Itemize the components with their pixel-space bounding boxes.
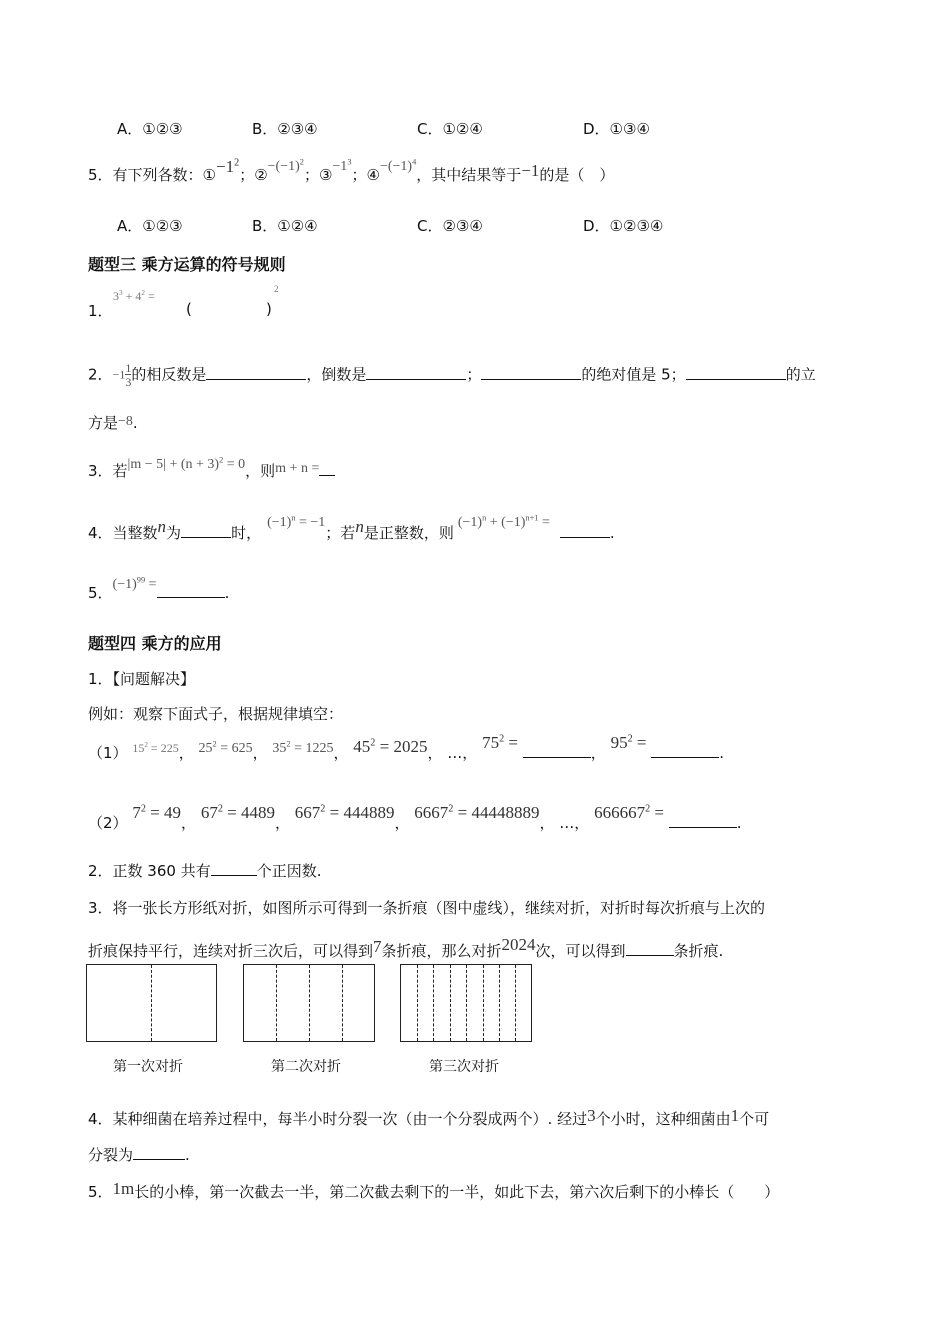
q5-option-c: C．②③④	[417, 217, 483, 235]
crease-line	[499, 965, 500, 1041]
s4-problem-2: 2．正数 360 共有 个正因数.	[88, 862, 322, 880]
crease-line	[417, 965, 418, 1041]
blank-opposite[interactable]	[206, 365, 306, 380]
blank-m-plus-n[interactable]	[319, 461, 335, 476]
s4-problem-3-line2: 折痕保持平行，连续对折三次后，可以得到7条折痕，那么对折2024次，可以得到 条折痕.	[88, 935, 724, 960]
crease-line	[466, 965, 467, 1041]
s3-problem-4: 4．当整数n为 时，$(-1)^n = -1$；若n是正整数，则$(-1)^n + (-1)^{n+1}$ =.	[88, 513, 615, 542]
blank-cube[interactable]	[686, 365, 786, 380]
blank-n-value[interactable]	[181, 523, 231, 538]
q4-option-b: B．②③④	[252, 120, 318, 138]
s4-problem-1: 1．【问题解决】	[88, 670, 196, 688]
blank-bacteria-count[interactable]	[133, 1145, 185, 1160]
s4-problem-4-line2: 分裂为 .	[88, 1146, 190, 1164]
crease-line	[276, 965, 277, 1041]
s4-row1: （1） $^{15^2 = 225}$， $25^2 = 625$， $35^2 = 1225$， $45^2 = 2025$， …， $75^2$ = ， $95^2$ = .	[88, 733, 725, 762]
q5-option-d: D．①②③④	[583, 217, 664, 235]
q5-stem: 5．有下列各数：$①-1^2$；$②-(-1)^2$；$③-1^3$；$④-(-1)^4$，其中结果等于−1的是（ ）	[88, 157, 615, 184]
s4-problem-5: 5．1m长的小棒，第一次截去一半，第二次截去剩下的一半，如此下去，第六次后剩下的小棒长（ ）	[88, 1179, 780, 1201]
q4-option-c: C．①②④	[417, 120, 483, 138]
s4-problem-4-line1: 4．某种细菌在培养过程中，每半小时分裂一次（由一个分裂成两个）. 经过3个小时，这种细菌由1个可	[88, 1106, 770, 1128]
s3-problem-2: 2．−1 $\frac{1}{3}$ 的相反数是 ，倒数是 ； 的绝对值是 5； 的立	[88, 361, 816, 389]
s3-p1-expression: $3^3 + 4^2$ =	[113, 289, 155, 303]
blank-666667-squared[interactable]	[669, 813, 737, 828]
s4-problem-1-intro: 例如：观察下面式子，根据规律填空：	[88, 705, 344, 723]
s3-p1-paren-close: )	[266, 300, 272, 318]
q5-option-b: B．①②④	[252, 217, 318, 235]
crease-line	[515, 965, 516, 1041]
fold-figure-2	[243, 964, 375, 1042]
crease-line	[483, 965, 484, 1041]
s3-problem-5: 5．$(-1)^{99}$ = .	[88, 575, 230, 602]
fold-figure-1	[86, 964, 217, 1042]
s4-row2: （2） $7^2 = 49$， $67^2 = 4489$， $667^2 = 444889$， 6667$^2$ = 44448889， …， 666667$^2$ = .	[88, 803, 742, 832]
q4-option-a: A．①②③	[117, 120, 183, 138]
fold-caption-3: 第三次对折	[429, 1059, 499, 1075]
q4-option-d: D．①③④	[583, 120, 650, 138]
blank-abs-value[interactable]	[481, 365, 581, 380]
blank-factor-count[interactable]	[211, 861, 257, 876]
s3-p1-paren-exp: 2	[274, 284, 279, 294]
section3-title: 题型三 乘方运算的符号规则	[88, 255, 286, 274]
blank-crease-count[interactable]	[626, 941, 674, 956]
crease-line	[309, 965, 310, 1041]
fold-figure-3	[400, 964, 532, 1042]
crease-line	[151, 965, 152, 1041]
fold-caption-1: 第一次对折	[113, 1059, 183, 1075]
s3-problem-1: 1．	[88, 302, 113, 320]
blank-95-squared[interactable]	[651, 743, 719, 758]
s3-p1-paren-open: (	[186, 300, 192, 318]
crease-line	[450, 965, 451, 1041]
s4-problem-3-line1: 3．将一张长方形纸对折，如图所示可得到一条折痕（图中虚线），继续对折，对折时每次折痕与上次的	[88, 899, 766, 917]
blank-75-squared[interactable]	[523, 743, 591, 758]
blank-sum[interactable]	[560, 523, 610, 538]
q5-option-a: A．①②③	[117, 217, 183, 235]
fold-caption-2: 第二次对折	[271, 1059, 341, 1075]
crease-line	[433, 965, 434, 1041]
section4-title: 题型四 乘方的应用	[88, 634, 222, 653]
s3-problem-2-line2: 方是−8.	[88, 414, 138, 432]
crease-line	[342, 965, 343, 1041]
blank-reciprocal[interactable]	[366, 365, 466, 380]
s3-problem-3: 3．若$|m - 5| + (n + 3)^2 = 0$，则m + n =	[88, 460, 335, 481]
blank-power-99[interactable]	[157, 583, 225, 598]
